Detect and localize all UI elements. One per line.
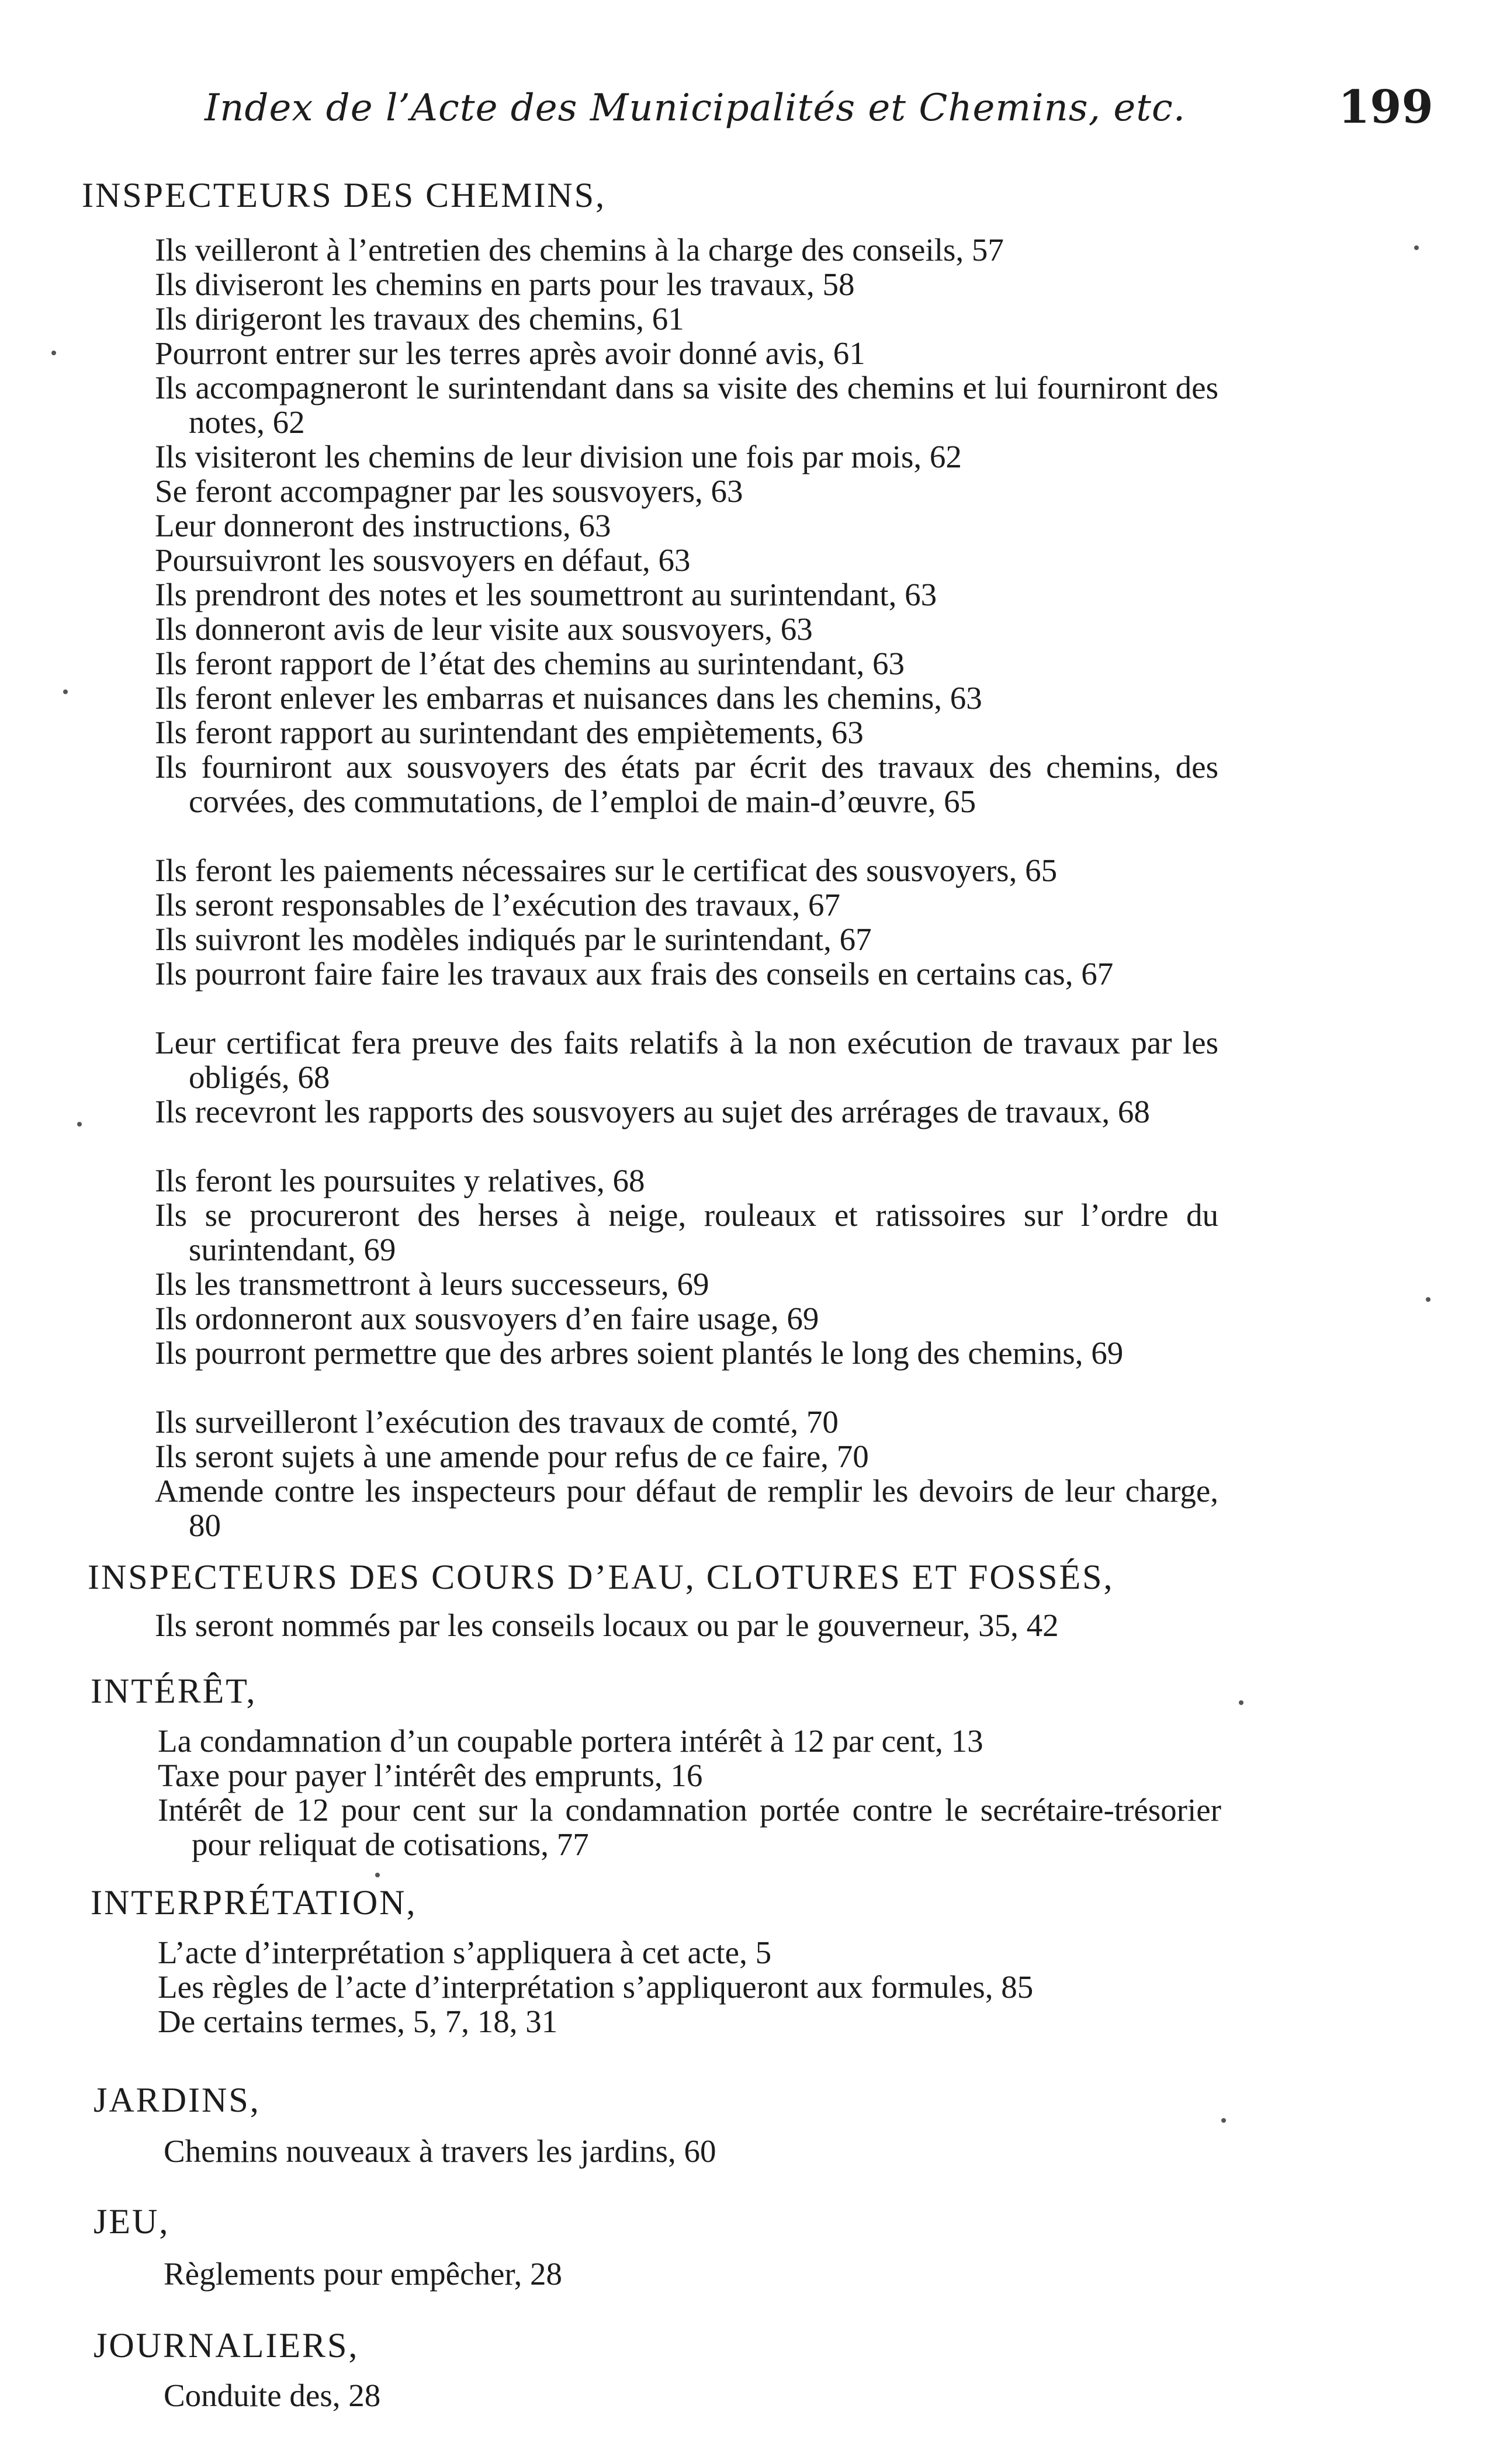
index-entry: Leur donneront des instructions, 63 bbox=[155, 508, 611, 543]
index-heading: JOURNALIERS, bbox=[93, 2326, 359, 2365]
index-entry: Intérêt de 12 pour cent sur la condamnation portée contre le secrétaire-trésorier pour reliquat de cotisations, 77 bbox=[158, 1792, 1221, 1862]
index-entry: Ils feront les poursuites y relatives, 68 bbox=[155, 1163, 645, 1198]
index-entry: Ils feront rapport au surintendant des empiètements, 63 bbox=[155, 715, 864, 750]
index-entry: Ils recevront les rapports des sousvoyers au sujet des arrérages de travaux, 68 bbox=[155, 1094, 1150, 1129]
index-entry: Ils se procureront des herses à neige, rouleaux et ratissoires sur l’ordre du surintendant, 69 bbox=[155, 1197, 1218, 1267]
index-heading: JARDINS, bbox=[93, 2081, 261, 2119]
index-entry: Ils visiteront les chemins de leur division une fois par mois, 62 bbox=[155, 439, 962, 474]
index-entry: Conduite des, 28 bbox=[164, 2378, 381, 2413]
index-entry: Ils pourront permettre que des arbres soient plantés le long des chemins, 69 bbox=[155, 1335, 1124, 1371]
index-entry: La condamnation d’un coupable portera intérêt à 12 par cent, 13 bbox=[158, 1723, 983, 1759]
index-entry: De certains termes, 5, 7, 18, 31 bbox=[158, 2004, 558, 2039]
print-speck bbox=[63, 689, 68, 694]
index-heading: INTÉRÊT, bbox=[91, 1672, 257, 1710]
index-entry: Pourront entrer sur les terres après avoir donné avis, 61 bbox=[155, 335, 865, 371]
print-speck bbox=[375, 1873, 380, 1877]
index-heading: JEU, bbox=[93, 2202, 170, 2241]
index-heading: INTERPRÉTATION, bbox=[91, 1883, 417, 1922]
index-heading: INSPECTEURS DES COURS D’EAU, CLOTURES ET FOSSÉS, bbox=[88, 1558, 1114, 1596]
page-number: 199 bbox=[1338, 81, 1433, 134]
index-entry: Ils diviseront les chemins en parts pour les travaux, 58 bbox=[155, 266, 855, 302]
index-entry: Ils feront les paiements nécessaires sur le certificat des sousvoyers, 65 bbox=[155, 852, 1058, 888]
index-entry: Ils veilleront à l’entretien des chemins à la charge des conseils, 57 bbox=[155, 232, 1004, 268]
index-entry: Ils fourniront aux sousvoyers des états par écrit des travaux des chemins, des corvées, des commutations, de l’emploi de main-d’œuvre, 65 bbox=[155, 749, 1218, 819]
index-entry: Ils seront sujets à une amende pour refus de ce faire, 70 bbox=[155, 1439, 869, 1474]
print-speck bbox=[1414, 245, 1419, 250]
index-entry: Les règles de l’acte d’interprétation s’appliqueront aux formules, 85 bbox=[158, 1969, 1034, 2005]
index-entry: Ils ordonneront aux sousvoyers d’en faire usage, 69 bbox=[155, 1301, 819, 1336]
index-entry: Ils seront responsables de l’exécution des travaux, 67 bbox=[155, 887, 840, 923]
index-entry: Ils accompagneront le surintendant dans sa visite des chemins et lui fourniront des notes, 62 bbox=[155, 370, 1218, 440]
index-entry: Ils prendront des notes et les soumettront au surintendant, 63 bbox=[155, 577, 937, 612]
print-speck bbox=[1426, 1297, 1430, 1302]
index-entry: Ils surveilleront l’exécution des travaux de comté, 70 bbox=[155, 1404, 839, 1440]
index-entry: Leur certificat fera preuve des faits relatifs à la non exécution de travaux par les obligés, 68 bbox=[155, 1025, 1218, 1095]
index-entry: Règlements pour empêcher, 28 bbox=[164, 2256, 563, 2292]
index-entry: L’acte d’interprétation s’appliquera à cet acte, 5 bbox=[158, 1935, 772, 1970]
index-heading: INSPECTEURS DES CHEMINS, bbox=[82, 176, 607, 214]
print-speck bbox=[1221, 2118, 1226, 2123]
print-speck bbox=[51, 351, 56, 355]
index-entry: Ils feront enlever les embarras et nuisances dans les chemins, 63 bbox=[155, 680, 982, 716]
index-entry: Ils suivront les modèles indiqués par le surintendant, 67 bbox=[155, 921, 872, 957]
print-speck bbox=[77, 1122, 82, 1127]
index-entry: Poursuivront les sousvoyers en défaut, 63 bbox=[155, 542, 691, 578]
index-entry: Ils donneront avis de leur visite aux sousvoyers, 63 bbox=[155, 611, 813, 647]
print-speck bbox=[1239, 1700, 1243, 1705]
index-entry: Ils seront nommés par les conseils locaux ou par le gouverneur, 35, 42 bbox=[155, 1607, 1059, 1643]
index-entry: Ils pourront faire faire les travaux aux frais des conseils en certains cas, 67 bbox=[155, 956, 1114, 992]
index-entry: Amende contre les inspecteurs pour défaut de remplir les devoirs de leur charge, 80 bbox=[155, 1473, 1218, 1543]
running-head: Index de l’Acte des Municipalités et Chemins, etc. bbox=[205, 86, 1186, 130]
index-entry: Se feront accompagner par les sousvoyers, 63 bbox=[155, 473, 743, 509]
index-entry: Taxe pour payer l’intérêt des emprunts, 16 bbox=[158, 1758, 703, 1793]
index-entry: Ils feront rapport de l’état des chemins au surintendant, 63 bbox=[155, 646, 905, 681]
index-entry: Ils dirigeront les travaux des chemins, 61 bbox=[155, 301, 684, 337]
index-entry: Ils les transmettront à leurs successeurs, 69 bbox=[155, 1266, 709, 1302]
index-entry: Chemins nouveaux à travers les jardins, 60 bbox=[164, 2133, 716, 2169]
